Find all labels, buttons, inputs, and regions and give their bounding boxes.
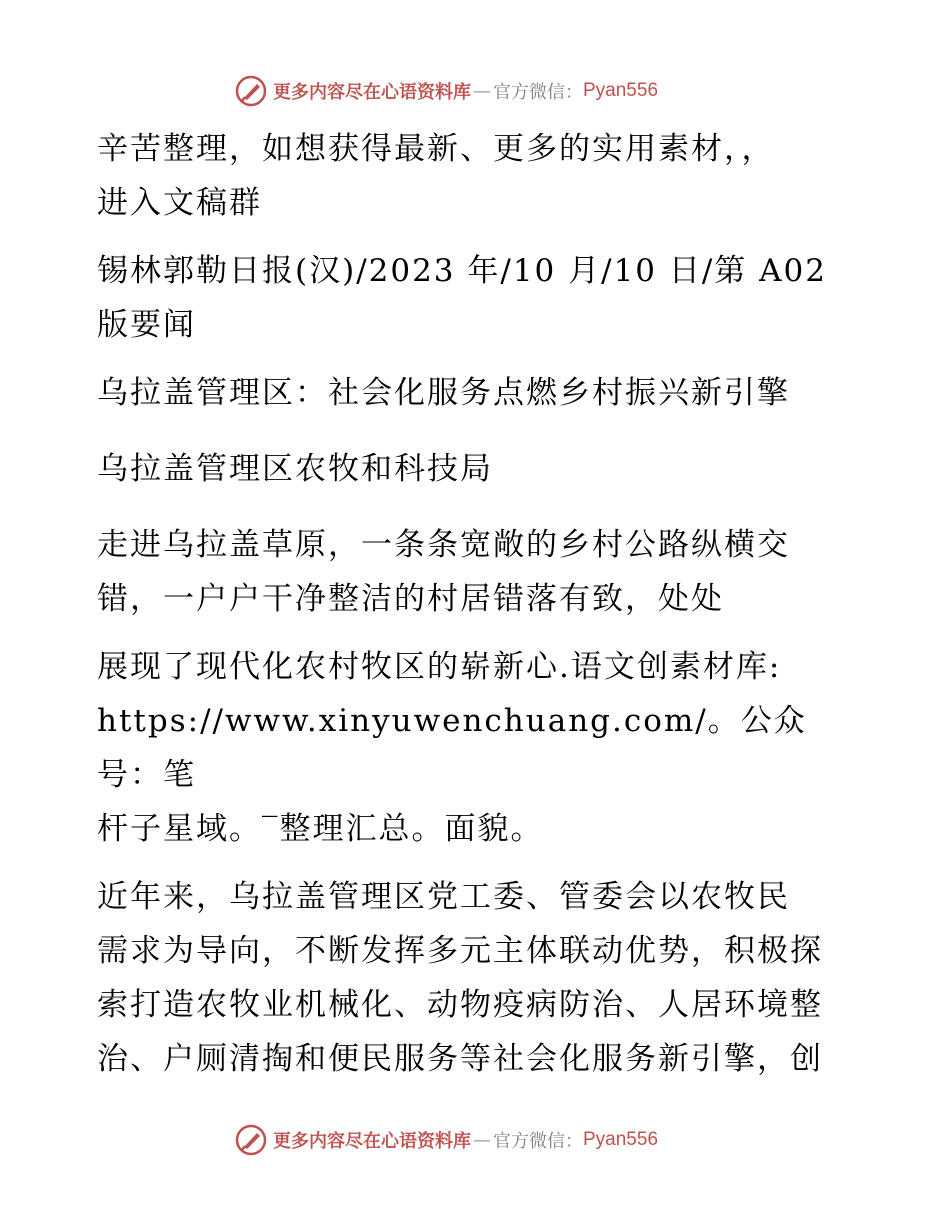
footer-banner xyxy=(235,1123,658,1157)
banner-label: 官方微信： xyxy=(493,82,583,103)
text-line: 走进乌拉盖草原，一条条宽敞的乡村公路纵横交 xyxy=(97,527,790,563)
text-line: 乌拉盖管理区农牧和科技局 xyxy=(97,451,493,487)
banner-brand: 更多内容尽在心语资料库 xyxy=(273,82,471,103)
paragraph-1 xyxy=(97,518,857,626)
banner-wechat-id: Pyan556 xyxy=(583,1129,659,1150)
article-author xyxy=(97,442,857,496)
banner-label: 官方微信： xyxy=(493,1131,583,1152)
text-line: 进入文稿群 xyxy=(97,185,262,221)
paragraph-2 xyxy=(97,640,857,856)
paragraph-3 xyxy=(97,870,857,1086)
header-banner xyxy=(235,74,658,108)
intro-paragraph xyxy=(97,122,857,230)
quill-logo-icon xyxy=(235,75,267,107)
banner-dash: — xyxy=(473,80,491,102)
text-line: 展现了现代化农村牧区的崭新心.语文创素材库: xyxy=(97,649,782,685)
text-line: 错，一户户干净整洁的村居错落有致，处处 xyxy=(97,581,724,617)
quill-logo-icon xyxy=(235,1124,267,1156)
text-line: 版要闻 xyxy=(97,307,196,343)
text-line: https://www.xinyuwenchuang.com/。公众号：笔 xyxy=(97,703,807,793)
text-line: 治、户厕清掏和便民服务等社会化服务新引擎，创 xyxy=(97,1041,823,1077)
text-line: 索打造农牧业机械化、动物疫病防治、人居环境整 xyxy=(97,987,823,1023)
text-line: 锡林郭勒日报(汉)/2023 年/10 月/10 日/第 A02 xyxy=(97,253,827,289)
text-line: 杆子星域。‾整理汇总。面貌。 xyxy=(97,811,544,847)
document-body xyxy=(97,122,857,1086)
text-line: 辛苦整理，如想获得最新、更多的实用素材，， xyxy=(97,131,775,167)
banner-brand: 更多内容尽在心语资料库 xyxy=(273,1131,471,1152)
banner-dash: — xyxy=(473,1129,491,1151)
source-paragraph xyxy=(97,244,857,352)
text-line: 近年来，乌拉盖管理区党工委、管委会以农牧民 xyxy=(97,879,790,915)
text-line: 需求为导向，不断发挥多元主体联动优势，积极探 xyxy=(97,933,823,969)
text-line: 乌拉盖管理区：社会化服务点燃乡村振兴新引擎 xyxy=(97,375,790,411)
banner-wechat-id: Pyan556 xyxy=(583,80,659,101)
article-title xyxy=(97,366,857,420)
